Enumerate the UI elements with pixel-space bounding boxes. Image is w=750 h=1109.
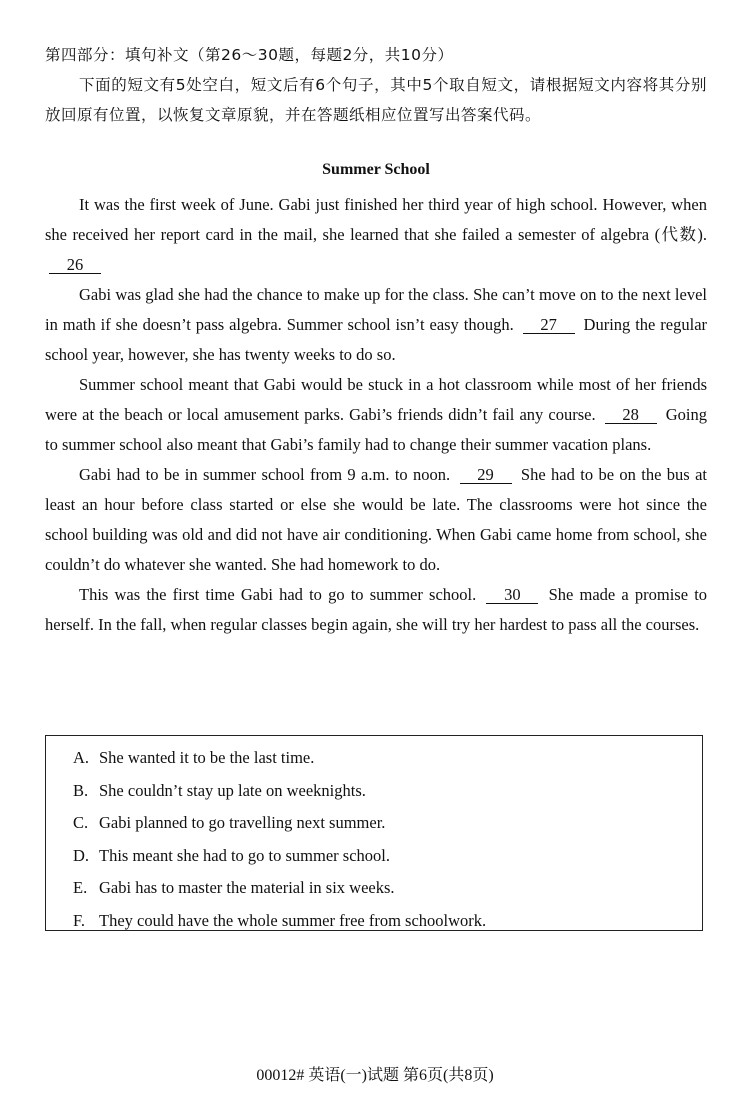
section-heading: 第四部分：填句补文（第26～30题，每题2分，共10分）	[45, 46, 454, 64]
paragraph-2-before: Gabi was glad she had the chance to make up for the class. She can’t move on to the next level in math if she doesn’t pass algebra. Summer school isn’t easy though.	[45, 285, 707, 334]
paragraph-2	[45, 280, 707, 370]
passage	[45, 190, 707, 640]
paragraph-4-before: Gabi had to be in summer school from 9 a.m. to noon.	[79, 465, 451, 484]
blank-29: 29	[460, 466, 512, 484]
blank-27: 27	[523, 316, 575, 334]
option-text: This meant she had to go to summer school.	[99, 845, 390, 865]
option-c	[73, 807, 702, 840]
passage-title: Summer School	[322, 161, 430, 178]
option-b	[73, 775, 702, 808]
paragraph-4-after: She had to be on the bus at least an hour before class started or else she would be late. The classrooms were hot since the school building was old and did not have air conditioning. When Gabi came home from school, she couldn’t do whatever she wanted. She had homework to do.	[45, 465, 707, 574]
option-text: Gabi planned to go travelling next summer.	[99, 813, 386, 832]
option-text: Gabi has to master the material in six weeks.	[99, 878, 395, 897]
paragraph-3-before: Summer school meant that Gabi would be stuck in a hot classroom while most of her friends were at the beach or local amusement parks. Gabi’s friends didn’t fail any course.	[45, 375, 707, 424]
blank-26: 26	[49, 256, 101, 274]
blank-30: 30	[486, 586, 538, 604]
option-text: She couldn’t stay up late on weeknights.	[99, 780, 366, 800]
paragraph-1-text: It was the first week of June. Gabi just finished her third year of high school. However, when she received her report card in the mail, she learned that she failed a semester of algebra (代数).	[45, 195, 707, 244]
option-letter: E.	[73, 878, 88, 897]
option-letter: D.	[73, 845, 90, 865]
instructions: 下面的短文有5处空白，短文后有6个句子，其中5个取自短文，请根据短文内容将其分别放回原有位置，以恢复文章原貌，并在答题纸相应位置写出答案代码。	[45, 76, 707, 124]
option-letter: C.	[73, 813, 89, 832]
option-f	[73, 905, 702, 938]
paragraph-3	[45, 370, 707, 460]
option-e	[73, 872, 702, 905]
paragraph-2-after: During the regular school year, however, she has twenty weeks to do so.	[45, 315, 708, 364]
option-letter: A.	[73, 748, 90, 767]
option-a	[73, 742, 702, 775]
option-d	[73, 840, 702, 873]
options-box	[45, 735, 703, 931]
option-text: She wanted it to be the last time.	[99, 748, 315, 767]
option-letter: F.	[73, 910, 85, 930]
option-letter: B.	[73, 780, 89, 800]
paragraph-4	[45, 460, 707, 580]
blank-28: 28	[605, 406, 657, 424]
paragraph-1	[45, 190, 707, 280]
paragraph-5-after: She made a promise to herself. In the fall, when regular classes begin again, she will try her hardest to pass all the courses.	[45, 585, 708, 634]
exam-page	[45, 40, 707, 640]
option-text: They could have the whole summer free from schoolwork.	[99, 910, 487, 930]
page-footer: 00012# 英语(一)试题 第6页(共8页)	[256, 1067, 494, 1084]
paragraph-5-before: This was the first time Gabi had to go to summer school.	[79, 585, 477, 604]
paragraph-5	[45, 580, 707, 640]
paragraph-3-after: Going to summer school also meant that Gabi’s family had to change their summer vacation plans.	[45, 405, 708, 454]
